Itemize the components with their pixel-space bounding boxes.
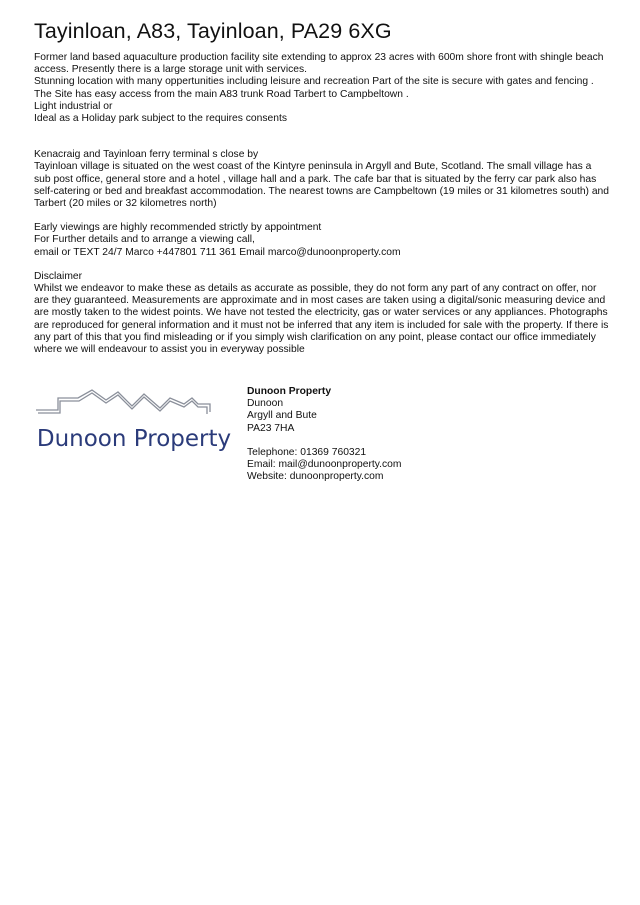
address-line: Argyll and Bute [247, 410, 317, 422]
description-line: Former land based aquaculture production facility site extending to approx 23 acres with 600m shore front with shingle beach access. Presently there is a large storage unit with services. [34, 52, 604, 76]
website: Website: dunoonproperty.com [247, 471, 384, 483]
agent-name: Dunoon Property [247, 386, 332, 397]
document-page [34, 18, 610, 483]
disclaimer-section [34, 271, 609, 356]
page-title: Tayinloan, A83, Tayinloan, PA29 6XG [34, 19, 392, 43]
address-line: Dunoon [247, 398, 284, 410]
location-line: Tayinloan village is situated on the west coast of the Kintyre peninsula in Argyll and Bute, Scotland. The small village has a sub post office, general store and a hotel , village hall and a park. The cafe bar that is situated by the ferry car park also has self-catering or bed and breakfast accommodation. The nearest towns are Campbeltown (19 miles or 31 kilometres south) and Tarbert (20 miles or 32 kilometres north) [34, 161, 610, 210]
description-line: Light industrial or [34, 100, 113, 112]
location-section [34, 149, 609, 210]
location-line: Kenacraig and Tayinloan ferry terminal s close by [34, 149, 259, 161]
description-line: Ideal as a Holiday park subject to the requires consents [34, 113, 287, 125]
viewing-line: For Further details and to arrange a viewing call, [34, 234, 255, 246]
disclaimer-text: Whilst we endeavor to make these as details as accurate as possible, they do not form any part of any contract on offer, nor are they guaranteed. Measurements are approximate and in most cases are taken using a digital/sonic measuring device and are mostly taken to the widest points. We have not tested the electricity, gas or water services or any appliances. Photographs are reproduced for general information and it must not be inferred that any item is included for sale with the property. If there is any part of this that you find misleading or if you simply wish clarification on any point, please contact our office immediately where we will endeavour to assist you in everyway possible [34, 283, 609, 356]
dunoon-property-logo [34, 388, 234, 454]
email: Email: mail@dunoonproperty.com [247, 459, 402, 471]
viewing-section [34, 222, 609, 259]
roofline-icon [36, 390, 210, 414]
contact-block [247, 386, 401, 483]
logo-text: Dunoon Property [36, 426, 232, 452]
description-line: Stunning location with many oppertunities including leisure and recreation Part of the site is secure with gates and fencing . The Site has easy access from the main A83 trunk Road Tarbert to Campbeltown . [34, 76, 594, 100]
telephone: Telephone: 01369 760321 [247, 446, 367, 458]
address-line: PA23 7HA [247, 422, 295, 434]
agent-footer [34, 386, 609, 486]
disclaimer-heading: Disclaimer [34, 270, 83, 282]
viewing-line: Early viewings are highly recommended strictly by appointment [34, 222, 322, 234]
description-section [34, 52, 609, 125]
viewing-line: email or TEXT 24/7 Marco +447801 711 361 Email marco@dunoonproperty.com [34, 246, 401, 258]
